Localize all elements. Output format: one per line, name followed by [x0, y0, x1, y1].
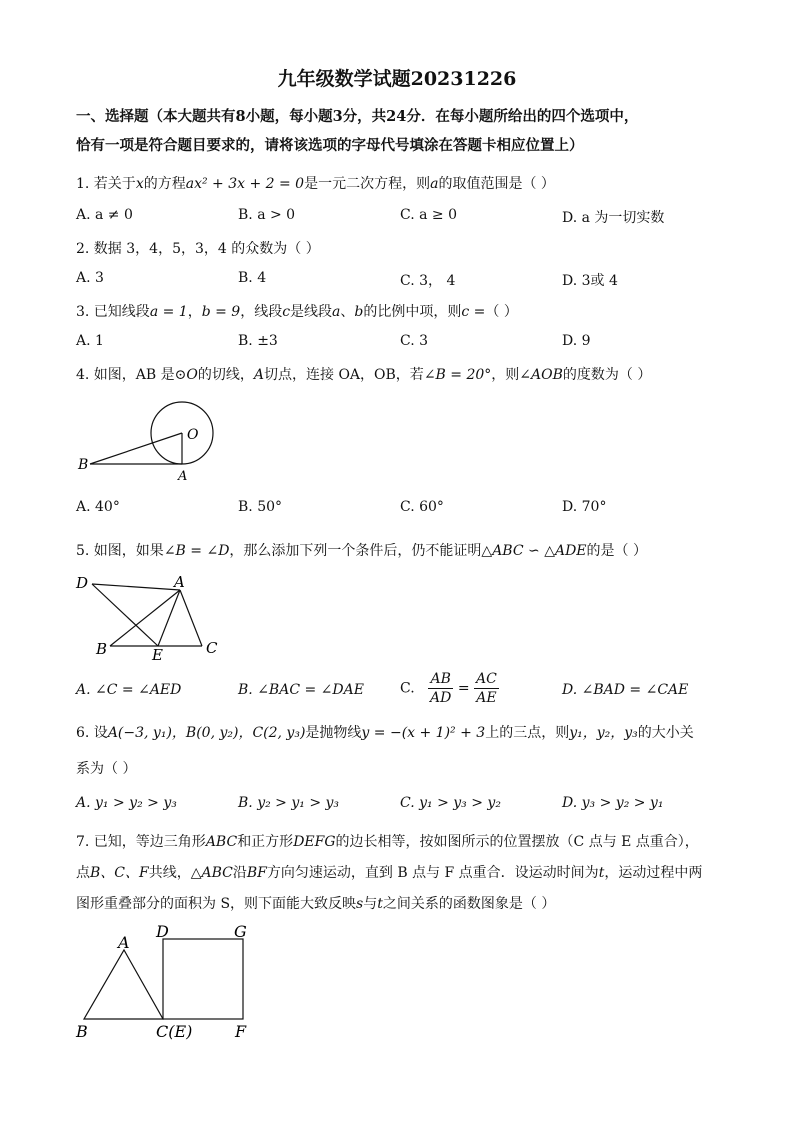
q1-option-c[interactable]: C. a ≥ 0 — [400, 207, 457, 223]
section-heading-line-1: 一、选择题（本大题共有8小题，每小题3分，共24分．在每小题所给出的四个选项中， — [76, 108, 639, 125]
question-5-options — [76, 671, 726, 714]
q3-eq-a: a = 1 — [149, 304, 188, 320]
q4-eq-angle-aob: ∠AOB — [519, 367, 563, 383]
q7-l2-text-b: 共线， — [148, 865, 191, 881]
q3-var-a: a — [332, 304, 341, 320]
q6-text-a: 6. 设 — [76, 725, 108, 741]
q4-option-c[interactable]: C. 60° — [400, 499, 444, 515]
q6-eq-parabola: y = −(x + 1)² + 3 — [361, 725, 486, 741]
q4-option-d[interactable]: D. 70° — [562, 499, 607, 515]
q7-label-d: D — [156, 922, 169, 941]
q7-label-g: G — [234, 922, 247, 941]
q1-var-x: x — [135, 176, 144, 192]
q1-text-d: 的取值范围是（ ） — [438, 176, 555, 192]
q6-eq-points: A(−3, y₁)，B(0, y₂)，C(2, y₃) — [107, 725, 306, 741]
q5-option-d[interactable] — [562, 682, 688, 698]
q3-text-b: ， — [187, 304, 202, 320]
question-7-line-3 — [76, 893, 726, 915]
q5-option-d-text: D. ∠BAD = ∠CAE — [562, 682, 689, 698]
section-heading-line-2: 恰有一项是符合题目要求的，请将该选项的字母代号填涂在答题卡相应位置上） — [76, 137, 584, 154]
q5-option-b[interactable] — [238, 682, 364, 698]
q5-frac-left-num: AB — [428, 670, 453, 689]
q7-label-b: B — [76, 1022, 88, 1041]
question-7-line-1 — [76, 831, 726, 853]
q7-l3-var-t: t — [377, 896, 383, 912]
q1-option-a[interactable]: A. a ≠ 0 — [76, 207, 133, 223]
q5-text-c: 的是（ ） — [586, 543, 647, 559]
question-1-options — [76, 207, 726, 229]
q3-text-e: 、 — [340, 304, 355, 320]
q7-l2-text-c: 沿 — [232, 865, 247, 881]
q5-text-a: 5. 如图，如果 — [76, 543, 164, 559]
page-title: 九年级数学试题20231226 — [277, 68, 517, 90]
question-2-stem: 2. 数据 3，4，5，3，4 的众数为（ ） — [76, 241, 320, 257]
q1-option-b[interactable]: B. a > 0 — [238, 207, 296, 223]
q3-var-c: c — [282, 304, 291, 320]
q5-label-b: B — [96, 640, 108, 658]
q1-var-a: a — [430, 176, 439, 192]
q2-option-d[interactable]: D. 3或 4 — [562, 273, 618, 289]
q3-option-c[interactable]: C. 3 — [400, 333, 429, 349]
q5-frac-left-den: AD — [430, 690, 452, 706]
q4-var-a: A — [253, 367, 264, 383]
question-7-line-2 — [76, 862, 726, 884]
question-2-options — [76, 270, 726, 292]
q4-label-a: A — [178, 469, 188, 484]
q4-text-a: 4. 如图，AB 是 — [76, 367, 175, 383]
q7-label-f: F — [235, 1022, 247, 1041]
q5-fraction-right — [474, 670, 499, 707]
q4-text-e: 的度数为（ ） — [562, 367, 652, 383]
q5-frac-right-den: AE — [476, 690, 497, 706]
q1-text-c: 是一元二次方程，则 — [304, 176, 431, 192]
q4-label-o: O — [187, 427, 199, 443]
q4-eq-angle-b: ∠B = 20° — [423, 367, 492, 383]
question-1-stem — [76, 173, 726, 195]
q3-option-d[interactable]: D. 9 — [562, 333, 591, 349]
question-5-stem — [76, 540, 726, 562]
q7-l1-abc: ABC — [205, 834, 238, 850]
q3-eq-c: c = — [461, 304, 486, 320]
q5-segment-ac — [180, 590, 202, 646]
q7-square-defg — [163, 939, 243, 1019]
q6-option-a[interactable]: A. y₁ > y₂ > y₃ — [76, 795, 177, 811]
question-3-options — [76, 333, 726, 355]
q5-fraction-left — [428, 670, 453, 707]
q7-l2-text-d: 方向匀速运动，直到 B 点与 F 点重合．设运动时间为 — [266, 865, 599, 881]
q3-text-d: 是线段 — [290, 304, 333, 320]
q2-option-b[interactable]: B. 4 — [238, 270, 267, 286]
q5-label-a: A — [174, 573, 185, 591]
q4-option-b[interactable]: B. 50° — [238, 499, 283, 515]
q7-l2-var-t: t — [598, 865, 605, 881]
q5-eq-angles: ∠B = ∠D — [163, 543, 230, 559]
q5-frac-right-num: AC — [476, 671, 497, 687]
q2-option-a[interactable]: A. 3 — [76, 270, 104, 286]
q2-option-c[interactable]: C. 3， 4 — [400, 273, 456, 289]
question-6-stem — [76, 722, 726, 744]
q3-eq-b: b = 9 — [201, 304, 241, 320]
q7-l1-text-b: 和正方形 — [237, 834, 294, 850]
q7-l3-var-s: s — [356, 896, 364, 912]
q1-equation: ax² + 3x + 2 = 0 — [185, 176, 305, 192]
q5-option-c-label: C. — [400, 680, 415, 697]
q4-segment-ob — [90, 433, 182, 464]
q7-l3-text-b: 与 — [363, 896, 378, 912]
q4-circle-o: ⊙O — [174, 367, 198, 383]
question-4-options — [76, 499, 726, 521]
q5-text-b: ，那么添加下列一个条件后，仍不能证明 — [229, 543, 482, 559]
q7-l2-triangle: △ABC — [190, 865, 233, 881]
q7-figure — [70, 920, 270, 1045]
q5-option-a[interactable] — [76, 682, 181, 698]
q3-var-b: b — [354, 304, 364, 320]
q7-l3-text-c: 之间关系的函数图象是（ ） — [382, 896, 556, 912]
q7-l3-text-a: 图形重叠部分的面积为 S，则下面能大致反映 — [76, 896, 357, 912]
q3-text-c: ，线段 — [240, 304, 283, 320]
q5-figure — [70, 570, 230, 662]
q3-text-f: 的比例中项，则 — [363, 304, 462, 320]
question-3-stem — [76, 301, 726, 323]
q7-label-ce: C(E) — [156, 1022, 193, 1041]
q4-option-a[interactable]: A. 40° — [76, 499, 120, 515]
q4-figure — [70, 395, 230, 487]
q3-text-g: （ ） — [485, 304, 518, 320]
q7-label-a: A — [118, 933, 130, 952]
q1-option-d[interactable]: D. a 为一切实数 — [562, 210, 665, 226]
q6-text-c: 上的三点，则 — [485, 725, 570, 741]
q5-option-c[interactable] — [400, 670, 499, 707]
q7-l2-bcf: B、C、F — [90, 865, 149, 881]
q7-l2-text-e: ，运动过程中两 — [604, 865, 703, 881]
q6-text-b: 是抛物线 — [305, 725, 362, 741]
q7-l1-defg: DEFG — [293, 834, 336, 850]
q7-l1-text-a: 7. 已知，等边三角形 — [76, 834, 206, 850]
q5-label-d: D — [76, 574, 89, 592]
q1-text-a: 1. 若关于 — [76, 176, 136, 192]
question-4-stem — [76, 364, 726, 386]
q6-eq-ys: y₁，y₂，y₃ — [569, 725, 638, 741]
q7-triangle-abc — [84, 950, 163, 1019]
q6-text-d: 的大小关 — [637, 725, 694, 741]
q6-option-b[interactable]: B. y₂ > y₁ > y₃ — [238, 795, 340, 811]
question-6-options — [76, 795, 726, 817]
q7-l2-bf: BF — [246, 865, 267, 881]
q3-option-a[interactable]: A. 1 — [76, 333, 104, 349]
q5-label-e: E — [152, 646, 163, 662]
q5-option-b-text: B. ∠BAC = ∠DAE — [238, 682, 364, 698]
q1-text-b: 的方程 — [143, 176, 186, 192]
question-6-stem-line-2: 系为（ ） — [76, 761, 137, 777]
q5-segment-da — [92, 584, 180, 590]
q4-label-b: B — [78, 457, 89, 473]
q5-label-c: C — [206, 639, 218, 657]
q7-l1-text-c: 的边长相等，按如图所示的位置摆放（C 点与 E 点重合）， — [335, 834, 699, 850]
q3-text-a: 3. 已知线段 — [76, 304, 150, 320]
q4-text-d: ，则 — [491, 367, 520, 383]
q3-option-b[interactable]: B. ±3 — [238, 333, 278, 349]
q5-frac-equals: = — [457, 680, 470, 697]
q4-text-b: 的切线， — [197, 367, 254, 383]
q5-option-a-text: A. ∠C = ∠AED — [76, 682, 182, 698]
q7-l2-text-a: 点 — [76, 865, 90, 881]
q4-text-c: 切点，连接 OA，OB，若 — [264, 367, 424, 383]
q6-option-d[interactable]: D. y₃ > y₂ > y₁ — [562, 795, 664, 811]
q6-option-c[interactable]: C. y₁ > y₃ > y₂ — [400, 795, 501, 811]
q5-eq-similar: △ABC ∽ △ADE — [481, 543, 587, 559]
